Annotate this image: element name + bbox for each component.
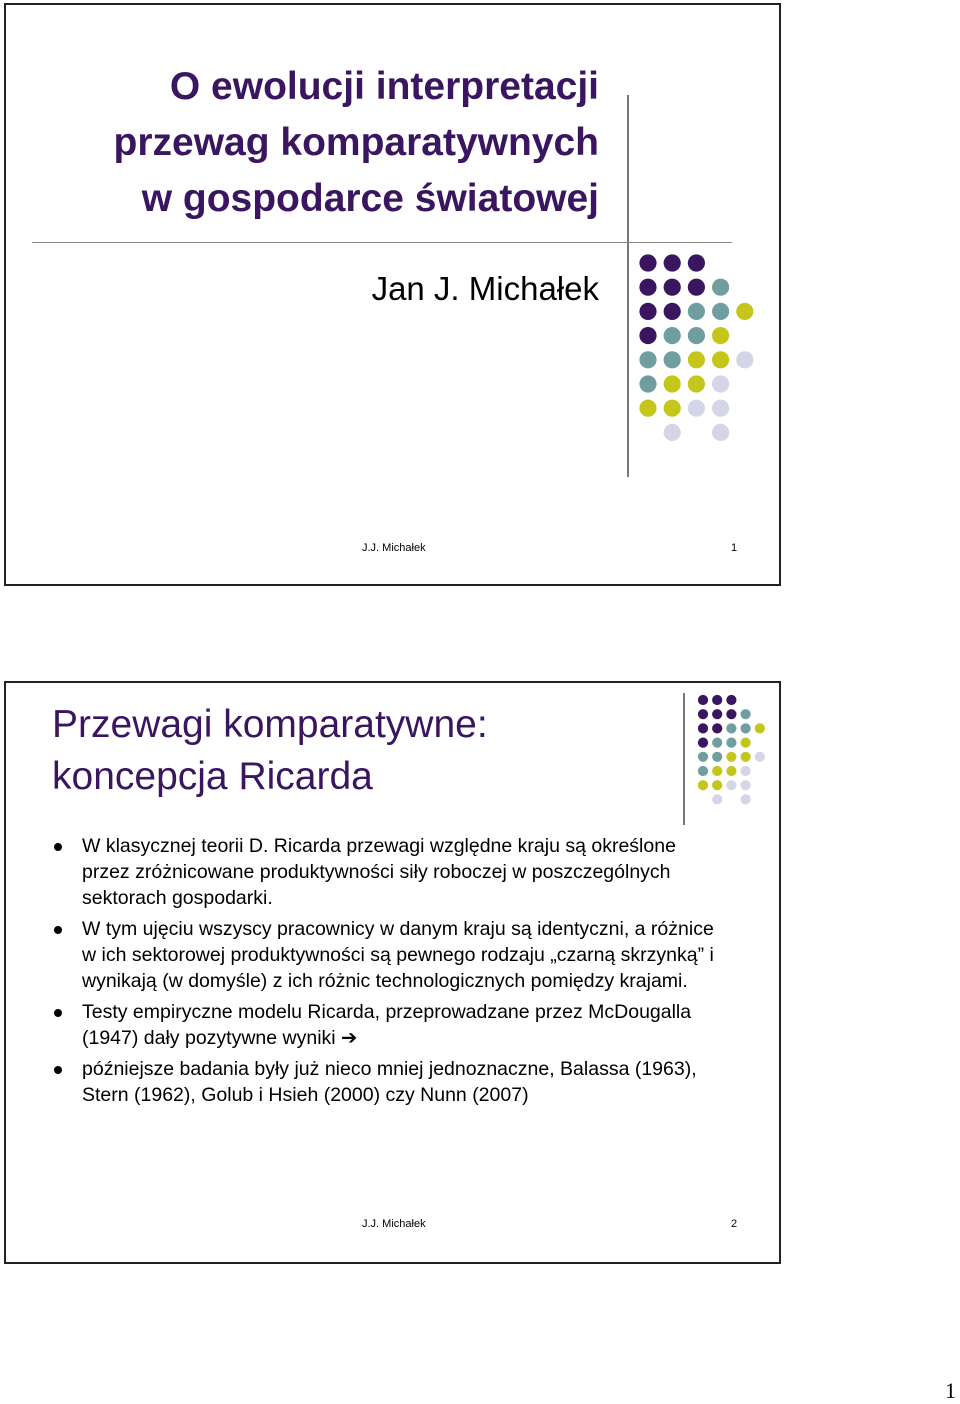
list-item bbox=[36, 1056, 716, 1108]
decorative-dot bbox=[712, 738, 722, 748]
title-line: Przewagi komparatywne: bbox=[52, 703, 488, 746]
decorative-dot bbox=[664, 303, 681, 320]
decorative-dot bbox=[736, 303, 753, 320]
decorative-dot bbox=[741, 709, 751, 719]
decorative-dot bbox=[741, 752, 751, 762]
decorative-dot bbox=[712, 351, 729, 368]
decorative-dot bbox=[664, 279, 681, 296]
decorative-dot-grid bbox=[640, 255, 770, 455]
bullet-text: późniejsze badania były już nieco mniej jednoznaczne, Balassa (1963), Stern (1962), Golub i Hsieh (2000) czy Nunn (2007) bbox=[82, 1058, 697, 1106]
decorative-dot bbox=[712, 279, 729, 296]
decorative-dot bbox=[688, 375, 705, 392]
footer-author: J.J. Michałek bbox=[362, 542, 426, 554]
decorative-dot bbox=[639, 351, 656, 368]
decorative-dot bbox=[688, 351, 705, 368]
title-line: w gospodarce światowej bbox=[141, 177, 599, 220]
decorative-dot bbox=[755, 723, 765, 733]
decorative-dot bbox=[726, 752, 736, 762]
decorative-dot bbox=[688, 254, 705, 271]
decorative-dot bbox=[664, 424, 681, 441]
decorative-dot bbox=[712, 723, 722, 733]
bullet-text: W tym ujęciu wszyscy pracownicy w danym kraju są identyczni, a różnice w ich sektorowej produktywności są pewnego rodzaju „czarną skrzynką” i wynikają (w domyśle) z ich różnic technologicznych pomiędzy krajami. bbox=[82, 918, 714, 992]
decorative-dot bbox=[741, 780, 751, 790]
decorative-dot bbox=[664, 327, 681, 344]
slide-2-title bbox=[52, 699, 652, 803]
horizontal-divider bbox=[32, 242, 732, 243]
decorative-dot bbox=[664, 375, 681, 392]
decorative-dot bbox=[639, 400, 656, 417]
vertical-divider bbox=[627, 95, 629, 477]
bullet-text: Testy empiryczne modelu Ricarda, przeprowadzane przez McDougalla (1947) dały pozytywne wyniki ➔ bbox=[82, 1001, 692, 1049]
decorative-dot bbox=[712, 327, 729, 344]
decorative-dot bbox=[736, 351, 753, 368]
decorative-dot bbox=[712, 375, 729, 392]
list-item bbox=[36, 916, 716, 994]
decorative-dot bbox=[698, 723, 708, 733]
slide-number: 2 bbox=[731, 1218, 738, 1230]
decorative-dot bbox=[639, 303, 656, 320]
decorative-dot bbox=[639, 375, 656, 392]
decorative-dot bbox=[698, 695, 708, 705]
decorative-dot bbox=[712, 303, 729, 320]
decorative-dot bbox=[726, 695, 736, 705]
decorative-dot bbox=[639, 327, 656, 344]
decorative-dot bbox=[698, 709, 708, 719]
slide-2 bbox=[4, 681, 781, 1264]
decorative-dot bbox=[726, 738, 736, 748]
decorative-dot bbox=[712, 794, 722, 804]
bullet-icon bbox=[54, 1009, 62, 1017]
decorative-dot bbox=[741, 766, 751, 776]
slide-1 bbox=[4, 3, 781, 586]
decorative-dot bbox=[698, 766, 708, 776]
decorative-dot bbox=[698, 738, 708, 748]
decorative-dot bbox=[726, 723, 736, 733]
decorative-dot bbox=[712, 400, 729, 417]
bullet-icon bbox=[54, 926, 62, 934]
decorative-dot bbox=[639, 279, 656, 296]
decorative-dot bbox=[726, 780, 736, 790]
decorative-dot bbox=[664, 400, 681, 417]
decorative-dot bbox=[688, 400, 705, 417]
bullet-icon bbox=[54, 843, 62, 851]
decorative-dot bbox=[688, 279, 705, 296]
decorative-dot bbox=[698, 780, 708, 790]
bullet-text: W klasycznej teorii D. Ricarda przewagi względne kraju są określone przez zróżnicowane produktywności siły roboczej w poszczególnych sektorach gospodarki. bbox=[82, 835, 676, 909]
decorative-dot bbox=[688, 303, 705, 320]
decorative-dot bbox=[712, 424, 729, 441]
decorative-dot bbox=[741, 794, 751, 804]
title-line: O ewolucji interpretacji bbox=[169, 65, 599, 108]
decorative-dot bbox=[688, 327, 705, 344]
decorative-dot bbox=[726, 709, 736, 719]
decorative-dot bbox=[741, 738, 751, 748]
footer-author: J.J. Michałek bbox=[362, 1218, 426, 1230]
decorative-dot bbox=[741, 723, 751, 733]
decorative-dot bbox=[726, 766, 736, 776]
decorative-dot bbox=[664, 351, 681, 368]
decorative-dot bbox=[698, 752, 708, 762]
decorative-dot bbox=[712, 695, 722, 705]
decorative-dot bbox=[712, 709, 722, 719]
author-name: Jan J. Michałek bbox=[371, 270, 599, 307]
page-number: 1 bbox=[945, 1378, 956, 1403]
title-line: przewag komparatywnych bbox=[113, 121, 599, 164]
decorative-dot bbox=[639, 254, 656, 271]
decorative-dot bbox=[712, 766, 722, 776]
vertical-divider bbox=[683, 693, 685, 825]
decorative-dot bbox=[664, 254, 681, 271]
slide-number: 1 bbox=[731, 542, 738, 554]
list-item bbox=[36, 999, 716, 1051]
decorative-dot-grid bbox=[695, 692, 775, 812]
bullet-list bbox=[36, 833, 716, 1113]
title-line: koncepcja Ricarda bbox=[52, 755, 373, 798]
decorative-dot bbox=[712, 752, 722, 762]
decorative-dot bbox=[755, 752, 765, 762]
bullet-icon bbox=[54, 1066, 62, 1074]
decorative-dot bbox=[712, 780, 722, 790]
slide-1-title bbox=[39, 59, 599, 227]
list-item bbox=[36, 833, 716, 911]
